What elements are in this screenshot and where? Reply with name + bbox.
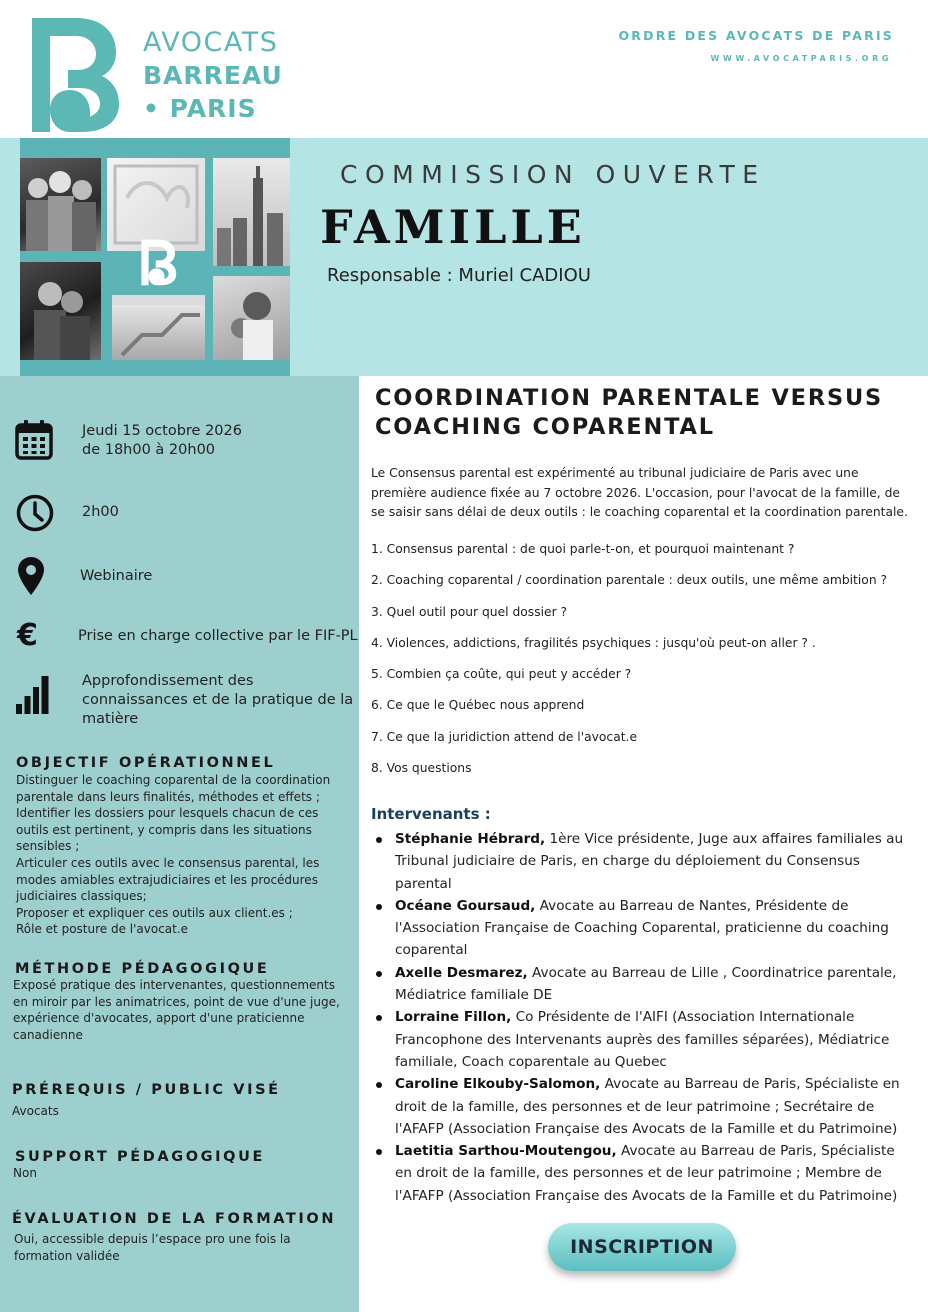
event-date-hours: de 18h00 à 20h00: [82, 442, 216, 458]
speaker-desc: 1ère Vice présidente, Juge aux affaires familiales au Tribunal judiciaire de Paris, en charge du déploiement du Consensus parental: [395, 831, 904, 892]
speaker-desc: Avocate au Barreau de Paris, Spécialiste en droit de la famille, des personnes et de leur patrimoine ; Membre de l'AFAFP (Association Française des Avocats de la Famille et du Patrimoine): [395, 1143, 898, 1204]
euro-icon: €: [17, 618, 38, 653]
speaker-name: Stéphanie Hébrard,: [395, 831, 546, 847]
event-duration: 2h00: [82, 504, 119, 520]
commission-kicker: COMMISSION OUVERTE: [340, 160, 766, 189]
objectif-line: Proposer et expliquer ces outils aux client.es ;: [16, 905, 293, 920]
website-link[interactable]: WWW.AVOCATPARIS.ORG: [710, 54, 892, 63]
clock-icon: [15, 493, 55, 533]
staircase-photo: [112, 295, 205, 360]
center-logo-mark: [138, 238, 178, 286]
speaker-item: [373, 895, 913, 962]
agenda-item: 8. Vos questions: [371, 761, 472, 776]
objectif-line: judiciaires classiques;: [16, 889, 147, 904]
evaluation-heading: ÉVALUATION DE LA FORMATION: [12, 1211, 337, 1227]
objectif-line: Articuler ces outils avec le consensus parental, les: [16, 855, 320, 870]
agenda-item: 6. Ce que le Québec nous apprend: [371, 698, 585, 713]
speaker-item: [373, 962, 913, 1007]
agenda-item: 4. Violences, addictions, fragilités psychiques : jusqu'où peut-on aller ? .: [371, 635, 816, 650]
page-title: FAMILLE: [320, 200, 586, 254]
evaluation-body: [14, 1231, 344, 1264]
speaker-name: Laetitia Sarthou-Moutengou,: [395, 1143, 617, 1160]
objectif-line: modes amiables extrajudiciaires et les procédures: [16, 872, 318, 887]
methode-line: Exposé pratique des intervenantes, questionnements: [13, 978, 335, 992]
bullet-icon: [376, 904, 382, 910]
intervenants-heading: Intervenants :: [371, 805, 491, 823]
intro-paragraph: Le Consensus parental est expérimenté au tribunal judiciaire de Paris avec une première audience fixée au 7 octobre 2026. L'occasion, pour l'avocat de la famille, de se saisir sans délai de deux outils : le coaching coparental et la coordination parentale.: [371, 466, 908, 519]
calendar-icon: [15, 419, 53, 461]
speaker-name: Lorraine Fillon,: [395, 1009, 512, 1026]
logo-line-avocats: AVOCATS: [143, 27, 279, 58]
bullet-icon: [376, 1015, 382, 1021]
event-date-day: Jeudi 15 octobre 2026: [82, 423, 242, 439]
mother-child-photo: [213, 276, 290, 360]
objectif-heading: OBJECTIF OPÉRATIONNEL: [16, 755, 276, 771]
evaluation-line: formation validée: [14, 1248, 120, 1263]
photo-collage: [20, 138, 290, 376]
responsable-line: Responsable : Muriel CADIOU: [327, 265, 591, 286]
speaker-item: [373, 1073, 913, 1140]
event-level-line2: connaissances et de la pratique de la: [82, 692, 354, 708]
bullet-icon: [376, 1082, 382, 1088]
prerequis-body: Avocats: [12, 1104, 59, 1118]
family-photo: [20, 158, 101, 251]
bullet-icon: [376, 837, 382, 843]
logo-wordmark: [143, 26, 283, 125]
speaker-name: Océane Goursaud,: [395, 897, 536, 914]
bullet-icon: [376, 1149, 382, 1155]
event-level: [82, 672, 353, 729]
couple-photo: [20, 262, 101, 360]
event-level-line1: Approfondissement des: [82, 673, 254, 689]
inscription-button[interactable]: INSCRIPTION: [548, 1223, 736, 1271]
speaker-desc: Co Présidente de l'AIFI (Association Internationale Francophone des Intervenants auprès des familles séparées), Médiatrice familiale, Coach coparentale au Quebec: [395, 1009, 890, 1070]
bullet-icon: [376, 971, 382, 977]
event-level-line3: matière: [82, 711, 139, 727]
event-date: [82, 422, 242, 460]
event-location: Webinaire: [80, 568, 153, 584]
speakers-list: [373, 828, 913, 1207]
sidebar: [0, 376, 359, 1312]
speaker-item: [373, 1140, 913, 1207]
event-funding: Prise en charge collective par le FIF-PL: [78, 628, 358, 644]
support-heading: SUPPORT PÉDAGOGIQUE: [15, 1149, 265, 1165]
speaker-item: [373, 1006, 913, 1073]
speaker-name: Axelle Desmarez,: [395, 964, 528, 981]
objectif-body: [16, 772, 351, 938]
objectif-line: Rôle et posture de l'avocat.e: [16, 922, 189, 937]
objectif-line: Identifier les dossiers pour lesquels chacun de ces: [16, 806, 319, 821]
main-title-line1: COORDINATION PARENTALE VERSUS: [375, 385, 884, 411]
methode-body: [13, 977, 353, 1043]
methode-line: expérience d'avocates, apport d'une praticienne: [13, 1011, 305, 1026]
logo-line-paris: • PARIS: [143, 94, 257, 123]
objectif-line: Distinguer le coaching coparental de la coordination: [16, 773, 331, 787]
objectif-line: sensibles ;: [16, 839, 80, 854]
page-header: [0, 0, 928, 138]
speaker-item: [373, 828, 913, 895]
support-body: Non: [13, 1166, 37, 1180]
agenda-item: 1. Consensus parental : de quoi parle-t-on, et pourquoi maintenant ?: [371, 542, 795, 556]
main-title-line2: COACHING COPARENTAL: [375, 414, 715, 440]
new-york-photo: [213, 158, 290, 266]
bar-chart-icon: [15, 674, 53, 716]
speaker-desc: Avocate au Barreau de Lille , Coordinatrice parentale, Médiatrice familiale DE: [395, 964, 897, 1004]
methode-heading: MÉTHODE PÉDAGOGIQUE: [15, 961, 270, 977]
agenda-item: 3. Quel outil pour quel dossier ?: [371, 604, 568, 619]
agenda-list: [371, 541, 916, 791]
objectif-line: parentale dans leurs finalités, méthodes et effets ;: [16, 789, 320, 804]
objectif-line: outils est pertinent, y compris dans les situations: [16, 822, 312, 837]
methode-line: canadienne: [13, 1027, 83, 1042]
agenda-item: 7. Ce que la juridiction attend de l'avocat.e: [371, 729, 638, 744]
logo-line-barreau: BARREAU: [143, 61, 283, 90]
methode-line: en miroir par les animatrices, point de vue d'une juge,: [13, 994, 340, 1009]
ordre-title: ORDRE DES AVOCATS DE PARIS: [618, 28, 894, 43]
location-pin-icon: [17, 556, 45, 596]
prerequis-heading: PRÉREQUIS / PUBLIC VISÉ: [12, 1082, 281, 1098]
agenda-item: 2. Coaching coparental / coordination parentale : deux outils, une même ambition ?: [371, 573, 888, 588]
barreau-logo-icon: [26, 14, 121, 134]
speaker-name: Caroline Elkouby-Salomon,: [395, 1076, 601, 1093]
agenda-item: 5. Combien ça coûte, qui peut y accéder ?: [371, 667, 632, 682]
main-title: [375, 384, 915, 442]
speaker-desc: Avocate au Barreau de Paris, Spécialiste en droit de la famille, des personnes et de leur patrimoine ; Secrétaire de l'AFAFP (Association Française des Avocats de la Famille et du Patrimoine): [395, 1076, 900, 1137]
evaluation-line: Oui, accessible depuis l’espace pro une fois la: [14, 1232, 291, 1246]
speaker-desc: Avocate au Barreau de Nantes, Présidente de l'Association Française de Coaching Coparental, praticienne du coaching coparental: [395, 897, 889, 959]
